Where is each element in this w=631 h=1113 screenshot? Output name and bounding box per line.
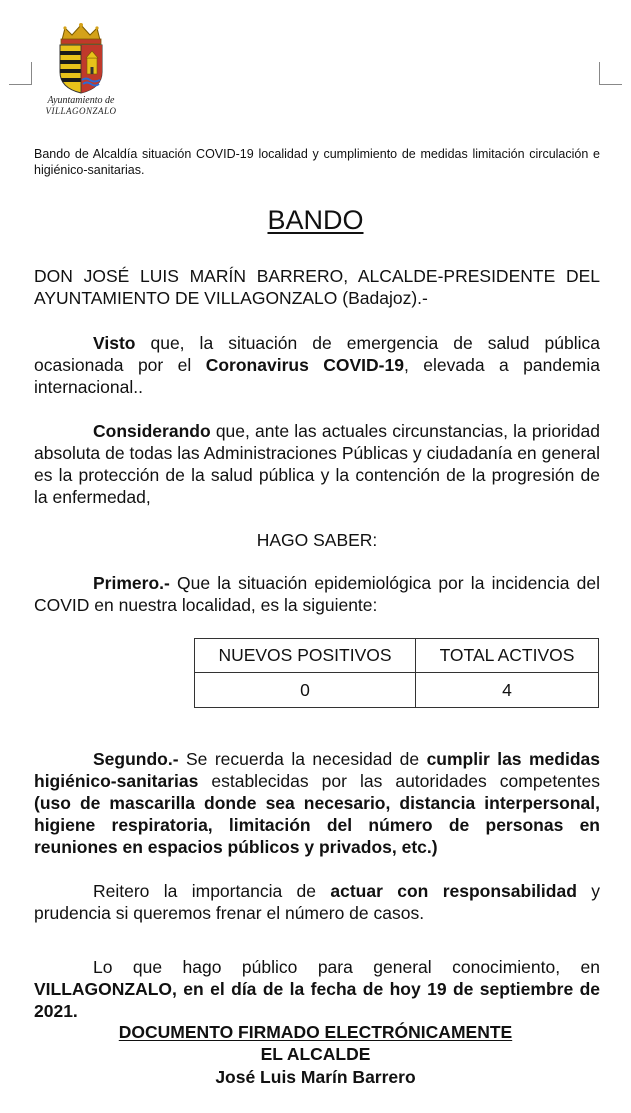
- segundo-text-2: establecidas por las autoridades competentes: [198, 771, 600, 791]
- segundo-bold-1: cumplir las medidas higiénico-sanitarias: [34, 749, 600, 791]
- page-title: BANDO: [267, 205, 364, 235]
- closing-bold: VILLAGONZALO, en el día de la fecha de hoy 19 de septiembre de 2021.: [34, 979, 600, 1021]
- segundo-paragraph: [34, 748, 600, 858]
- visto-lead: Visto: [93, 333, 136, 353]
- primero-paragraph: [34, 572, 600, 616]
- closing-paragraph: [34, 956, 600, 1022]
- segundo-bold-2: (uso de mascarilla donde sea necesario, distancia interpersonal, higiene respiratoria, limitación del número de personas en reuniones en espacios públicos y privados, etc.): [34, 793, 600, 857]
- logo-text-line2: VILLAGONZALO: [45, 106, 117, 116]
- primero-text: Que la situación epidemiológica por la incidencia del COVID en nuestra localidad, es la siguiente:: [34, 573, 600, 615]
- segundo-lead: Segundo.-: [93, 749, 179, 769]
- signature-line-2: EL ALCALDE: [260, 1044, 371, 1064]
- crop-mark-left: [9, 62, 32, 85]
- considerando-text: que, ante las actuales circunstancias, la prioridad absoluta de todas las Administraciones Públicas y ciudadanía en general es la protección de la salud pública y la contención de la progresión de la enfermedad,: [34, 421, 600, 507]
- document-subject: Bando de Alcaldía situación COVID-19 localidad y cumplimiento de medidas limitación circulación e higiénico-sanitarias.: [34, 147, 600, 177]
- hago-saber-heading: HAGO SABER:: [256, 530, 378, 550]
- visto-text-1: que, la situación de emergencia de salud pública ocasionada por el: [34, 333, 600, 375]
- considerando-lead: Considerando: [93, 421, 211, 441]
- table-header-row: [195, 639, 599, 673]
- segundo-text-1: Se recuerda la necesidad de: [178, 749, 427, 769]
- considerando-paragraph: [34, 420, 600, 508]
- visto-bold: Coronavirus COVID-19: [205, 355, 404, 375]
- municipal-logo: [36, 22, 126, 122]
- visto-text-2: , elevada a pandemia internacional..: [34, 355, 600, 397]
- intro-paragraph: DON JOSÉ LUIS MARÍN BARRERO, ALCALDE-PRESIDENTE DEL AYUNTAMIENTO DE VILLAGONZALO (Badajoz).-: [34, 266, 600, 308]
- crop-mark-right: [599, 62, 622, 85]
- logo-text-line1: Ayuntamiento de: [47, 95, 115, 106]
- table-cell-activos: 4: [416, 673, 599, 708]
- signature-line-1: DOCUMENTO FIRMADO ELECTRÓNICAMENTE: [118, 1022, 513, 1042]
- reitero-paragraph: [34, 880, 600, 924]
- coat-of-arms-icon: [55, 22, 107, 94]
- visto-paragraph: [34, 332, 600, 398]
- covid-stats-table: [194, 638, 599, 708]
- table-row: [195, 673, 599, 708]
- table-header-activos: TOTAL ACTIVOS: [416, 639, 599, 673]
- reitero-text-1: Reitero la importancia de: [93, 881, 331, 901]
- table-header-nuevos: NUEVOS POSITIVOS: [195, 639, 416, 673]
- reitero-bold: actuar con responsabilidad: [330, 881, 577, 901]
- primero-lead: Primero.-: [93, 573, 170, 593]
- table-cell-nuevos: 0: [195, 673, 416, 708]
- signature-line-3: José Luis Marín Barrero: [215, 1067, 416, 1087]
- reitero-text-2: y prudencia si queremos frenar el número de casos.: [34, 881, 601, 923]
- closing-text: Lo que hago público para general conocimiento, en: [93, 957, 600, 977]
